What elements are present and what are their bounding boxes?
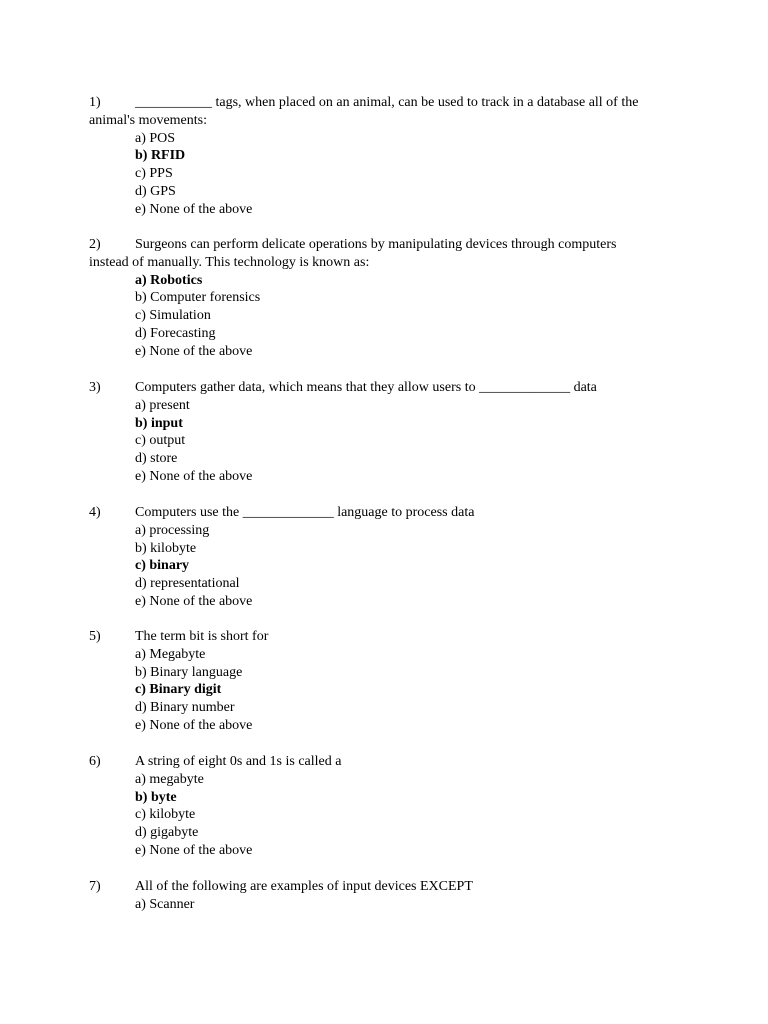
question-number: 4) bbox=[89, 505, 101, 520]
answer-option-correct: a) Robotics bbox=[135, 272, 203, 288]
question-number: 6) bbox=[89, 754, 101, 769]
question-stem bbox=[89, 94, 689, 112]
answer-options bbox=[89, 771, 689, 860]
answer-option: e) None of the above bbox=[135, 343, 253, 359]
question-5 bbox=[89, 628, 689, 735]
question-3 bbox=[89, 379, 689, 486]
question-text: Surgeons can perform delicate operations by manipulating devices through computers bbox=[135, 237, 617, 252]
answer-option: a) present bbox=[135, 397, 190, 413]
answer-option: d) Forecasting bbox=[135, 325, 216, 341]
question-text: The term bit is short for bbox=[135, 629, 269, 644]
question-number: 3) bbox=[89, 380, 101, 395]
answer-options bbox=[89, 646, 689, 735]
answer-option: c) Simulation bbox=[135, 308, 211, 324]
question-text: ___________ tags, when placed on an animal, can be used to track in a database all of the bbox=[135, 95, 639, 110]
answer-options bbox=[89, 896, 689, 914]
question-2 bbox=[89, 236, 689, 361]
answer-option: d) Binary number bbox=[135, 700, 235, 716]
question-stem bbox=[89, 379, 689, 397]
question-text-continued: animal's movements: bbox=[89, 112, 208, 128]
question-number: 1) bbox=[89, 95, 101, 110]
answer-option-correct: b) RFID bbox=[135, 148, 186, 164]
answer-option-correct: b) input bbox=[135, 415, 183, 431]
answer-options bbox=[89, 397, 689, 486]
answer-option: c) output bbox=[135, 433, 186, 449]
answer-option: e) None of the above bbox=[135, 717, 253, 733]
question-7 bbox=[89, 878, 689, 914]
question-6 bbox=[89, 753, 689, 860]
answer-option: a) processing bbox=[135, 522, 210, 538]
answer-option-correct: c) binary bbox=[135, 558, 190, 574]
answer-options bbox=[89, 272, 689, 361]
question-number: 7) bbox=[89, 879, 101, 894]
answer-option: a) Megabyte bbox=[135, 646, 206, 662]
answer-option: b) Computer forensics bbox=[135, 290, 261, 306]
question-number: 2) bbox=[89, 237, 101, 252]
answer-option: a) POS bbox=[135, 130, 176, 146]
answer-option: e) None of the above bbox=[135, 201, 253, 217]
question-text: Computers use the _____________ language to process data bbox=[135, 505, 475, 520]
answer-option-correct: b) byte bbox=[135, 789, 177, 805]
answer-option: a) megabyte bbox=[135, 771, 204, 787]
question-text-continued: instead of manually. This technology is known as: bbox=[89, 254, 370, 270]
answer-option: e) None of the above bbox=[135, 468, 253, 484]
answer-option: d) gigabyte bbox=[135, 825, 199, 841]
answer-option: b) Binary language bbox=[135, 664, 243, 680]
question-4 bbox=[89, 504, 689, 611]
answer-options bbox=[89, 130, 689, 219]
question-number: 5) bbox=[89, 629, 101, 644]
answer-options bbox=[89, 522, 689, 611]
question-1 bbox=[89, 94, 689, 219]
question-text: A string of eight 0s and 1s is called a bbox=[135, 754, 342, 769]
answer-option: e) None of the above bbox=[135, 842, 253, 858]
answer-option: c) PPS bbox=[135, 166, 173, 182]
question-stem bbox=[89, 628, 689, 646]
question-text: Computers gather data, which means that they allow users to _____________ data bbox=[135, 380, 597, 395]
question-stem bbox=[89, 504, 689, 522]
question-stem bbox=[89, 753, 689, 771]
question-text: All of the following are examples of input devices EXCEPT bbox=[135, 879, 473, 894]
question-stem bbox=[89, 236, 689, 254]
answer-option: c) kilobyte bbox=[135, 807, 196, 823]
answer-option: e) None of the above bbox=[135, 593, 253, 609]
answer-option: d) store bbox=[135, 451, 178, 467]
answer-option: d) representational bbox=[135, 576, 240, 592]
answer-option: d) GPS bbox=[135, 183, 176, 199]
answer-option-correct: c) Binary digit bbox=[135, 682, 222, 698]
answer-option: b) kilobyte bbox=[135, 540, 197, 556]
question-stem bbox=[89, 878, 689, 896]
answer-option: a) Scanner bbox=[135, 896, 195, 912]
